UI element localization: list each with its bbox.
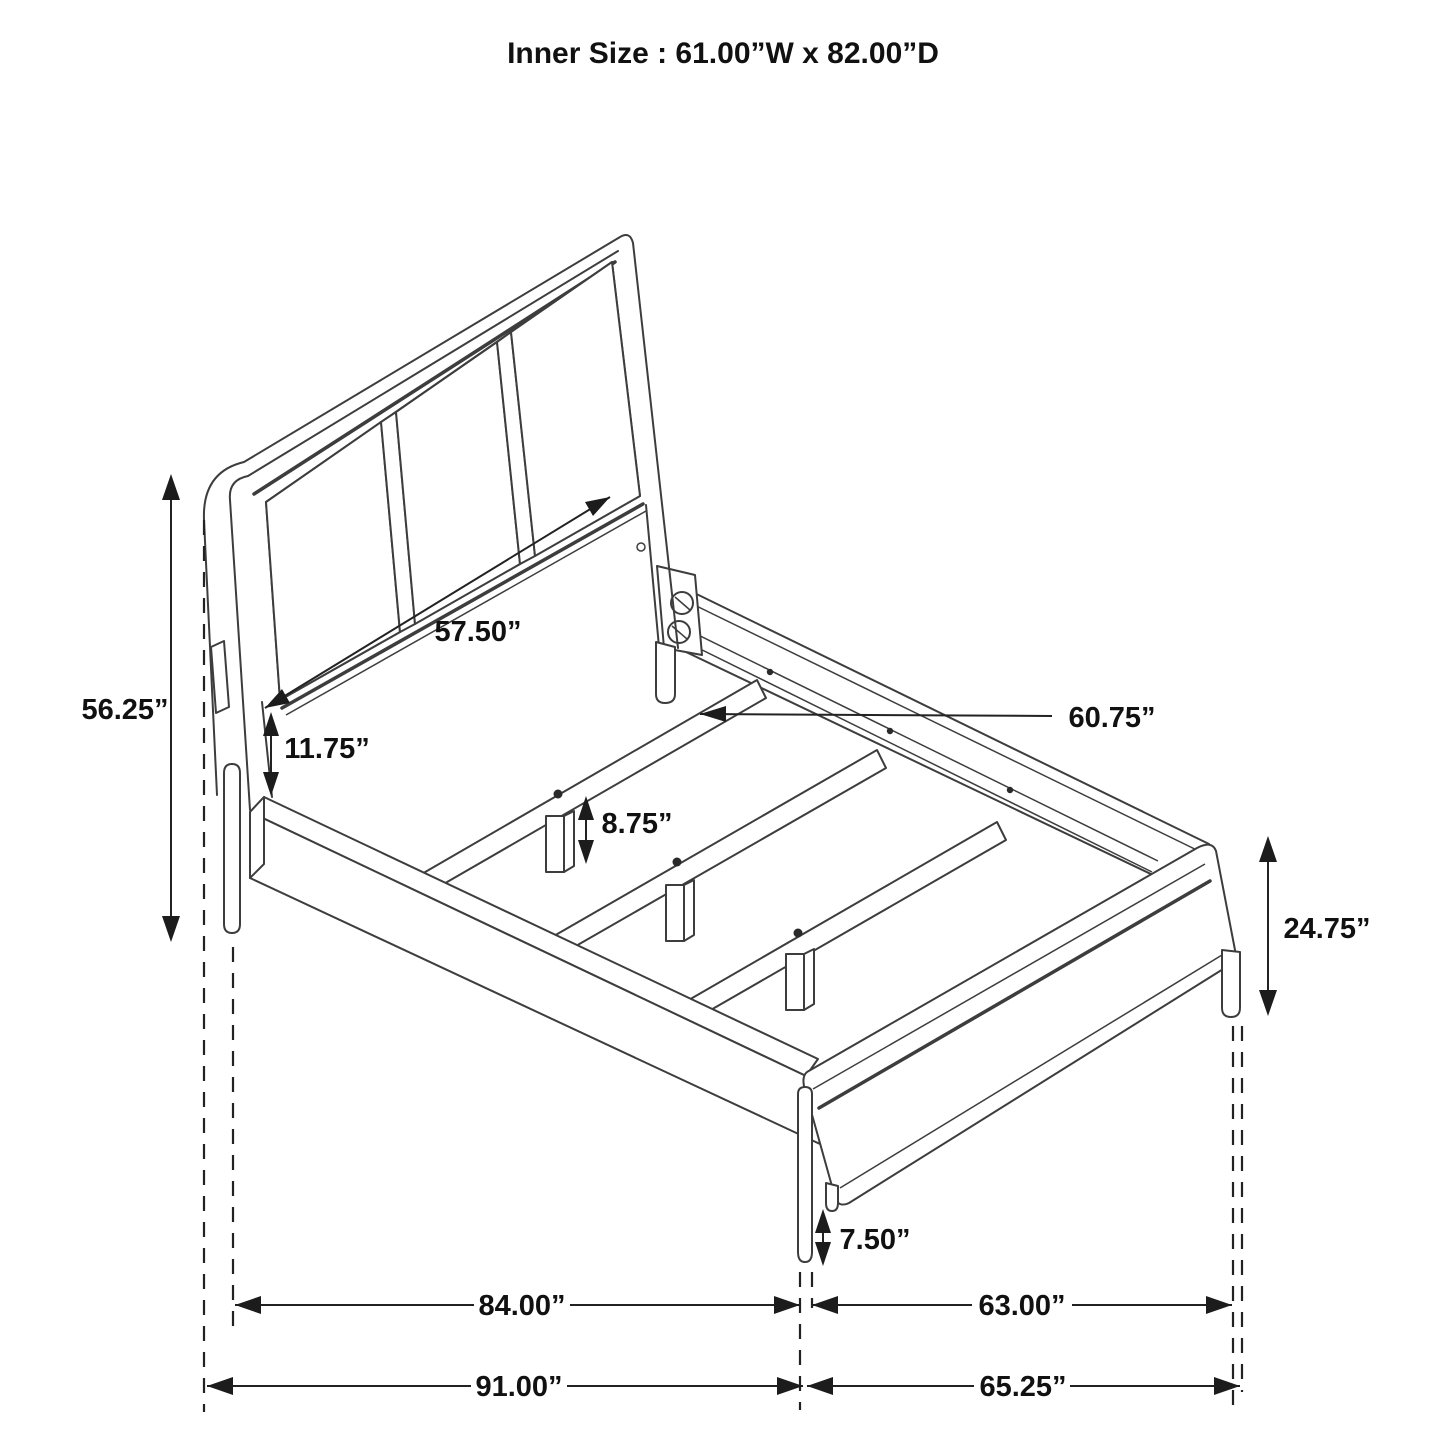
headboard-panel bbox=[266, 422, 400, 700]
dim-label-footboard-height: 24.75” bbox=[1283, 913, 1371, 945]
dim-label-side-rail-length: 84.00” bbox=[478, 1290, 566, 1322]
dim-label-footboard-leg-height: 7.50” bbox=[839, 1224, 911, 1256]
headboard bbox=[204, 235, 678, 810]
dim-label-center-leg-height: 8.75” bbox=[601, 808, 673, 840]
dim-label-slat-length: 60.75” bbox=[1068, 702, 1156, 734]
support-leg-side bbox=[564, 811, 574, 872]
dim-footboard-leg-height bbox=[815, 1209, 831, 1266]
dim-footboard-height bbox=[1259, 836, 1277, 1016]
dim-label-headboard-width: 57.50” bbox=[434, 616, 522, 648]
footboard-leg-front bbox=[798, 1087, 812, 1262]
headboard-panel bbox=[511, 262, 640, 556]
dim-label-footboard-outer-width: 63.00” bbox=[978, 1290, 1066, 1322]
dim-label-overall-width: 65.25” bbox=[979, 1371, 1067, 1403]
rail-bracket bbox=[657, 566, 702, 655]
support-leg bbox=[546, 816, 564, 872]
dim-label-headboard-height: 56.25” bbox=[81, 694, 169, 726]
headboard-post-cleat bbox=[211, 641, 229, 713]
support-leg-side bbox=[804, 949, 814, 1010]
support-leg bbox=[666, 885, 684, 941]
support-leg-side bbox=[684, 880, 694, 941]
support-leg bbox=[786, 954, 804, 1010]
dim-panel-to-rail bbox=[263, 712, 279, 796]
dim-label-overall-depth: 91.00” bbox=[475, 1371, 563, 1403]
footboard-leg-right bbox=[1222, 950, 1240, 1017]
footboard-leg-back bbox=[826, 1183, 838, 1211]
diagram-title: Inner Size : 61.00”W x 82.00”D bbox=[507, 37, 939, 70]
headboard-leg-left bbox=[224, 764, 240, 933]
dim-label-panel-to-rail: 11.75” bbox=[284, 733, 370, 765]
headboard-leg-right bbox=[656, 642, 675, 703]
